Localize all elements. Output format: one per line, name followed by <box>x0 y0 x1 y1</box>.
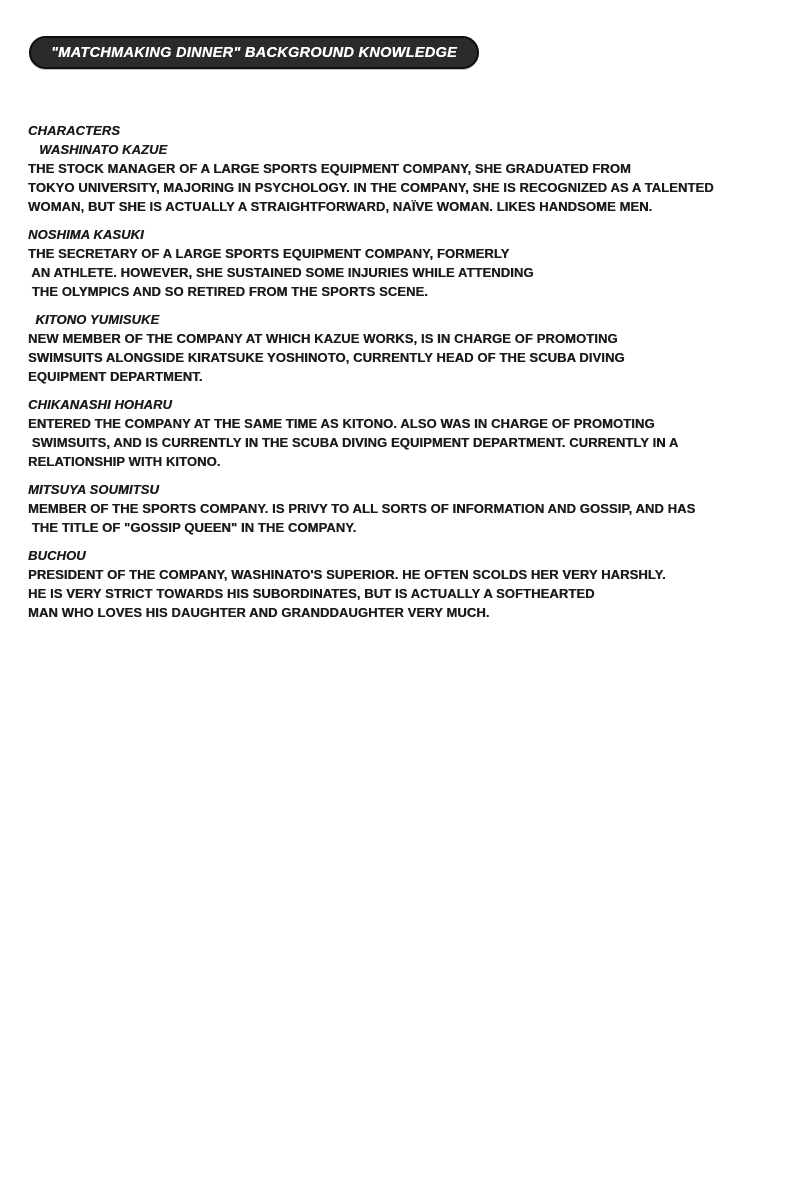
character-entry-chikanashi <box>28 395 780 471</box>
character-name: CHIKANASHI HOHARU <box>28 397 172 412</box>
character-name: KITONO YUMISUKE <box>28 312 160 327</box>
character-description-line: HE IS VERY STRICT TOWARDS HIS SUBORDINATES, BUT IS ACTUALLY A SOFTHEARTED <box>28 586 595 601</box>
character-entry-buchou <box>28 546 780 622</box>
character-entry-kitono <box>28 310 780 386</box>
character-description-line: ENTERED THE COMPANY AT THE SAME TIME AS KITONO. ALSO WAS IN CHARGE OF PROMOTING <box>28 416 655 431</box>
character-name: NOSHIMA KASUKI <box>28 227 144 242</box>
character-description-line: THE SECRETARY OF A LARGE SPORTS EQUIPMENT COMPANY, FORMERLY <box>28 246 510 261</box>
character-description-line: TOKYO UNIVERSITY, MAJORING IN PSYCHOLOGY. IN THE COMPANY, SHE IS RECOGNIZED AS A TALENTED <box>28 180 714 195</box>
character-entry-noshima <box>28 225 780 301</box>
character-entry-washinato <box>28 140 780 216</box>
character-name: WASHINATO KAZUE <box>28 142 168 157</box>
character-description-line: SWIMSUITS ALONGSIDE KIRATSUKE YOSHINOTO, CURRENTLY HEAD OF THE SCUBA DIVING <box>28 350 625 365</box>
character-description-line: MEMBER OF THE SPORTS COMPANY. IS PRIVY TO ALL SORTS OF INFORMATION AND GOSSIP, AND HAS <box>28 501 696 516</box>
character-description-line: WOMAN, BUT SHE IS ACTUALLY A STRAIGHTFORWARD, NAÏVE WOMAN. LIKES HANDSOME MEN. <box>28 199 653 214</box>
character-description-line: MAN WHO LOVES HIS DAUGHTER AND GRANDDAUGHTER VERY MUCH. <box>28 605 490 620</box>
page-title: "MATCHMAKING DINNER" BACKGROUND KNOWLEDGE <box>51 44 457 61</box>
character-description-line: SWIMSUITS, AND IS CURRENTLY IN THE SCUBA DIVING EQUIPMENT DEPARTMENT. CURRENTLY IN A <box>28 435 679 450</box>
characters-content <box>28 121 780 631</box>
character-description-line: THE OLYMPICS AND SO RETIRED FROM THE SPORTS SCENE. <box>28 284 428 299</box>
characters-section-heading: CHARACTERS <box>28 123 120 138</box>
character-name: MITSUYA SOUMITSU <box>28 482 159 497</box>
page-title-banner <box>29 36 479 69</box>
character-description-line: RELATIONSHIP WITH KITONO. <box>28 454 221 469</box>
character-description-line: THE STOCK MANAGER OF A LARGE SPORTS EQUIPMENT COMPANY, SHE GRADUATED FROM <box>28 161 631 176</box>
character-description-line: THE TITLE OF "GOSSIP QUEEN" IN THE COMPANY. <box>28 520 357 535</box>
character-description-line: AN ATHLETE. HOWEVER, SHE SUSTAINED SOME INJURIES WHILE ATTENDING <box>28 265 534 280</box>
character-description-line: EQUIPMENT DEPARTMENT. <box>28 369 203 384</box>
character-description-line: PRESIDENT OF THE COMPANY, WASHINATO'S SUPERIOR. HE OFTEN SCOLDS HER VERY HARSHLY. <box>28 567 666 582</box>
character-entry-mitsuya <box>28 480 780 537</box>
character-description-line: NEW MEMBER OF THE COMPANY AT WHICH KAZUE WORKS, IS IN CHARGE OF PROMOTING <box>28 331 618 346</box>
character-name: BUCHOU <box>28 548 86 563</box>
